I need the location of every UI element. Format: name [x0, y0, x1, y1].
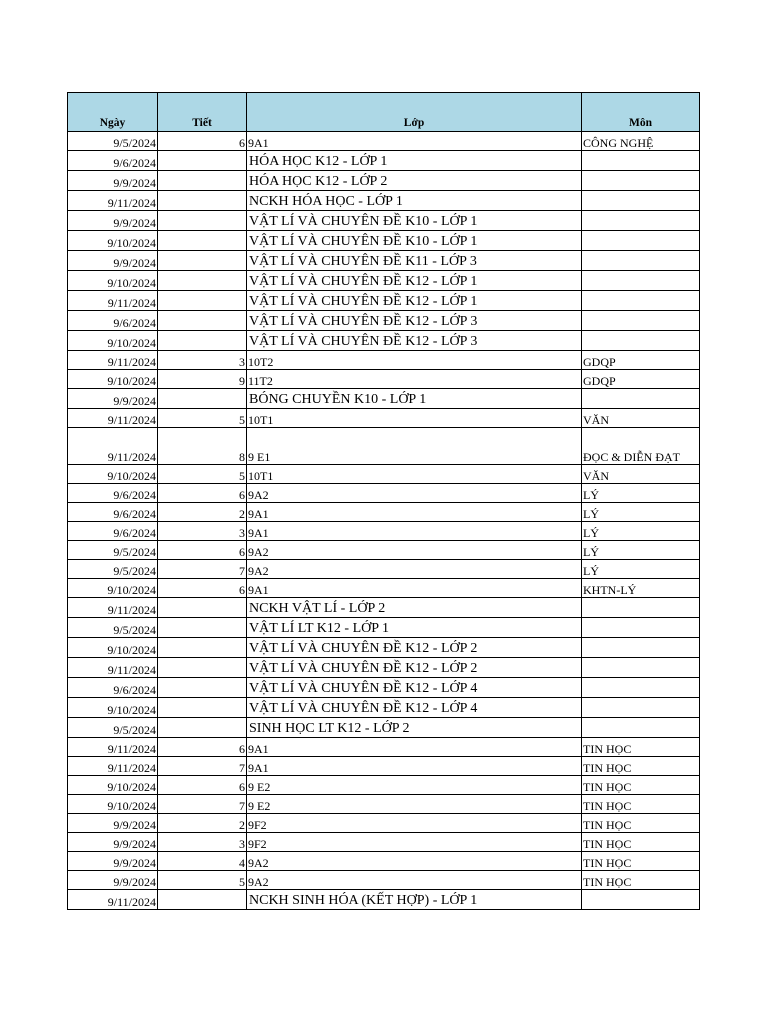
table-row — [68, 776, 700, 795]
cell-date[interactable]: 9/9/2024 — [68, 871, 158, 890]
cell-class[interactable]: 9A2 — [247, 871, 582, 890]
cell-date[interactable]: 9/6/2024 — [68, 678, 158, 698]
cell-period[interactable]: 6 — [158, 541, 247, 560]
cell-class[interactable]: 9 E1 — [247, 428, 582, 465]
cell-date[interactable]: 9/11/2024 — [68, 291, 158, 311]
cell-subject[interactable]: TIN HỌC — [582, 852, 700, 871]
table-row — [68, 541, 700, 560]
cell-class[interactable]: NCKH VẬT LÍ - LỚP 2 — [247, 598, 582, 618]
cell-class[interactable]: 9A2 — [247, 541, 582, 560]
cell-period[interactable]: 6 — [158, 776, 247, 795]
cell-period[interactable]: 5 — [158, 465, 247, 484]
cell-class[interactable]: 9A1 — [247, 132, 582, 151]
cell-date[interactable]: 9/11/2024 — [68, 658, 158, 678]
cell-class[interactable]: VẬT LÍ VÀ CHUYÊN ĐỀ K10 - LỚP 1 — [247, 211, 582, 231]
cell-subject[interactable]: KHTN-LÝ — [582, 579, 700, 598]
header-date: Ngày — [68, 93, 158, 132]
cell-subject[interactable]: LÝ — [582, 541, 700, 560]
cell-period[interactable] — [158, 271, 247, 291]
cell-subject[interactable] — [582, 678, 700, 698]
cell-period[interactable]: 7 — [158, 795, 247, 814]
cell-subject[interactable]: TIN HỌC — [582, 757, 700, 776]
header-row — [68, 93, 700, 132]
cell-class[interactable]: NCKH SINH HÓA (KẾT HỢP) - LỚP 1 — [247, 890, 582, 910]
cell-period[interactable] — [158, 890, 247, 910]
cell-class[interactable]: VẬT LÍ VÀ CHUYÊN ĐỀ K12 - LỚP 3 — [247, 331, 582, 351]
cell-class[interactable]: VẬT LÍ VÀ CHUYÊN ĐỀ K12 - LỚP 4 — [247, 678, 582, 698]
table-row — [68, 484, 700, 503]
cell-subject[interactable]: TIN HỌC — [582, 814, 700, 833]
cell-date[interactable]: 9/9/2024 — [68, 171, 158, 191]
cell-date[interactable]: 9/9/2024 — [68, 251, 158, 271]
cell-subject[interactable] — [582, 598, 700, 618]
cell-date[interactable]: 9/9/2024 — [68, 211, 158, 231]
cell-subject[interactable] — [582, 271, 700, 291]
cell-subject[interactable] — [582, 191, 700, 211]
cell-date[interactable]: 9/10/2024 — [68, 465, 158, 484]
table-body — [68, 132, 700, 910]
cell-subject[interactable] — [582, 890, 700, 910]
cell-subject[interactable]: LÝ — [582, 484, 700, 503]
cell-date[interactable]: 9/9/2024 — [68, 833, 158, 852]
cell-class[interactable]: 11T2 — [247, 370, 582, 389]
table-row — [68, 151, 700, 171]
schedule-sheet — [67, 92, 699, 910]
cell-subject[interactable]: TIN HỌC — [582, 776, 700, 795]
cell-date[interactable]: 9/6/2024 — [68, 522, 158, 541]
cell-subject[interactable] — [582, 231, 700, 251]
cell-period[interactable] — [158, 658, 247, 678]
cell-subject[interactable]: TIN HỌC — [582, 738, 700, 757]
cell-class[interactable]: VẬT LÍ VÀ CHUYÊN ĐỀ K12 - LỚP 2 — [247, 638, 582, 658]
cell-subject[interactable]: VĂN — [582, 465, 700, 484]
cell-period[interactable] — [158, 251, 247, 271]
cell-subject[interactable] — [582, 171, 700, 191]
cell-subject[interactable]: LÝ — [582, 560, 700, 579]
cell-subject[interactable] — [582, 618, 700, 638]
cell-date[interactable]: 9/11/2024 — [68, 191, 158, 211]
cell-date[interactable]: 9/5/2024 — [68, 541, 158, 560]
cell-class[interactable]: SINH HỌC LT K12 - LỚP 2 — [247, 718, 582, 738]
cell-period[interactable] — [158, 598, 247, 618]
cell-period[interactable]: 8 — [158, 428, 247, 465]
cell-class[interactable]: VẬT LÍ VÀ CHUYÊN ĐỀ K11 - LỚP 3 — [247, 251, 582, 271]
table-row — [68, 579, 700, 598]
cell-date[interactable]: 9/10/2024 — [68, 579, 158, 598]
cell-class[interactable]: BÓNG CHUYỀN K10 - LỚP 1 — [247, 389, 582, 409]
cell-date[interactable]: 9/11/2024 — [68, 738, 158, 757]
cell-class[interactable]: VẬT LÍ LT K12 - LỚP 1 — [247, 618, 582, 638]
cell-class[interactable]: 9A1 — [247, 738, 582, 757]
cell-period[interactable]: 6 — [158, 132, 247, 151]
cell-period[interactable]: 3 — [158, 351, 247, 370]
cell-period[interactable] — [158, 291, 247, 311]
cell-class[interactable]: 9 E2 — [247, 776, 582, 795]
cell-date[interactable]: 9/10/2024 — [68, 331, 158, 351]
cell-class[interactable]: 10T1 — [247, 409, 582, 428]
cell-subject[interactable]: LÝ — [582, 503, 700, 522]
cell-date[interactable]: 9/5/2024 — [68, 132, 158, 151]
table-row — [68, 738, 700, 757]
cell-period[interactable] — [158, 211, 247, 231]
cell-period[interactable] — [158, 638, 247, 658]
table-row — [68, 465, 700, 484]
table-row — [68, 618, 700, 638]
cell-date[interactable]: 9/10/2024 — [68, 698, 158, 718]
cell-period[interactable]: 4 — [158, 852, 247, 871]
cell-period[interactable]: 7 — [158, 757, 247, 776]
cell-period[interactable]: 3 — [158, 833, 247, 852]
cell-period[interactable]: 6 — [158, 738, 247, 757]
cell-period[interactable] — [158, 718, 247, 738]
cell-period[interactable]: 3 — [158, 522, 247, 541]
table-row — [68, 833, 700, 852]
cell-date[interactable]: 9/10/2024 — [68, 231, 158, 251]
cell-period[interactable] — [158, 618, 247, 638]
table-row — [68, 503, 700, 522]
cell-subject[interactable]: GDQP — [582, 370, 700, 389]
cell-date[interactable]: 9/9/2024 — [68, 814, 158, 833]
table-row — [68, 795, 700, 814]
cell-period[interactable]: 5 — [158, 409, 247, 428]
cell-date[interactable]: 9/11/2024 — [68, 598, 158, 618]
cell-date[interactable]: 9/10/2024 — [68, 370, 158, 389]
cell-subject[interactable]: CÔNG NGHỆ — [582, 132, 700, 151]
cell-class[interactable]: 10T1 — [247, 465, 582, 484]
cell-class[interactable]: 9A2 — [247, 852, 582, 871]
cell-subject[interactable] — [582, 698, 700, 718]
header-subject: Môn — [582, 93, 700, 132]
table-row — [68, 718, 700, 738]
cell-class[interactable]: VẬT LÍ VÀ CHUYÊN ĐỀ K12 - LỚP 1 — [247, 271, 582, 291]
cell-subject[interactable]: TIN HỌC — [582, 871, 700, 890]
cell-subject[interactable] — [582, 311, 700, 331]
cell-date[interactable]: 9/10/2024 — [68, 776, 158, 795]
table-row — [68, 852, 700, 871]
cell-period[interactable]: 5 — [158, 871, 247, 890]
table-row — [68, 638, 700, 658]
cell-period[interactable] — [158, 151, 247, 171]
cell-date[interactable]: 9/6/2024 — [68, 311, 158, 331]
table-row — [68, 211, 700, 231]
cell-period[interactable] — [158, 171, 247, 191]
table-row — [68, 522, 700, 541]
cell-subject[interactable]: LÝ — [582, 522, 700, 541]
cell-subject[interactable] — [582, 291, 700, 311]
cell-class[interactable]: VẬT LÍ VÀ CHUYÊN ĐỀ K12 - LỚP 1 — [247, 291, 582, 311]
cell-date[interactable]: 9/6/2024 — [68, 151, 158, 171]
schedule-table — [67, 92, 700, 910]
cell-class[interactable]: HÓA HỌC K12 - LỚP 2 — [247, 171, 582, 191]
cell-period[interactable]: 7 — [158, 560, 247, 579]
cell-date[interactable]: 9/6/2024 — [68, 503, 158, 522]
cell-class[interactable]: 9A2 — [247, 484, 582, 503]
cell-class[interactable]: 9F2 — [247, 833, 582, 852]
table-row — [68, 409, 700, 428]
cell-period[interactable] — [158, 389, 247, 409]
cell-class[interactable]: 9A1 — [247, 503, 582, 522]
cell-class[interactable]: 9F2 — [247, 814, 582, 833]
cell-date[interactable]: 9/10/2024 — [68, 638, 158, 658]
cell-subject[interactable] — [582, 718, 700, 738]
cell-date[interactable]: 9/11/2024 — [68, 890, 158, 910]
cell-subject[interactable]: TIN HỌC — [582, 795, 700, 814]
table-row — [68, 598, 700, 618]
cell-period[interactable]: 6 — [158, 579, 247, 598]
cell-class[interactable]: 9A1 — [247, 579, 582, 598]
table-row — [68, 658, 700, 678]
table-row — [68, 757, 700, 776]
table-row — [68, 370, 700, 389]
cell-subject[interactable] — [582, 658, 700, 678]
cell-subject[interactable] — [582, 211, 700, 231]
table-row — [68, 311, 700, 331]
cell-subject[interactable]: VĂN — [582, 409, 700, 428]
cell-period[interactable] — [158, 191, 247, 211]
table-row — [68, 678, 700, 698]
cell-date[interactable]: 9/11/2024 — [68, 351, 158, 370]
cell-class[interactable]: 9A1 — [247, 757, 582, 776]
table-row — [68, 251, 700, 271]
cell-period[interactable] — [158, 331, 247, 351]
cell-subject[interactable] — [582, 638, 700, 658]
cell-class[interactable]: VẬT LÍ VÀ CHUYÊN ĐỀ K10 - LỚP 1 — [247, 231, 582, 251]
cell-class[interactable]: VẬT LÍ VÀ CHUYÊN ĐỀ K12 - LỚP 2 — [247, 658, 582, 678]
table-row — [68, 890, 700, 910]
table-row — [68, 389, 700, 409]
cell-date[interactable]: 9/5/2024 — [68, 618, 158, 638]
cell-date[interactable]: 9/6/2024 — [68, 484, 158, 503]
cell-period[interactable]: 2 — [158, 814, 247, 833]
cell-period[interactable] — [158, 678, 247, 698]
cell-period[interactable]: 9 — [158, 370, 247, 389]
header-class: Lớp — [247, 93, 582, 132]
cell-subject[interactable] — [582, 151, 700, 171]
table-row — [68, 428, 700, 465]
cell-class[interactable]: 9A1 — [247, 522, 582, 541]
cell-period[interactable] — [158, 698, 247, 718]
table-row — [68, 271, 700, 291]
cell-period[interactable] — [158, 231, 247, 251]
cell-date[interactable]: 9/5/2024 — [68, 560, 158, 579]
header-period: Tiết — [158, 93, 247, 132]
table-row — [68, 191, 700, 211]
cell-period[interactable]: 6 — [158, 484, 247, 503]
table-row — [68, 698, 700, 718]
cell-subject[interactable] — [582, 251, 700, 271]
table-row — [68, 132, 700, 151]
cell-class[interactable]: 9 E2 — [247, 795, 582, 814]
cell-subject[interactable] — [582, 331, 700, 351]
table-row — [68, 231, 700, 251]
cell-class[interactable]: HÓA HỌC K12 - LỚP 1 — [247, 151, 582, 171]
cell-date[interactable]: 9/9/2024 — [68, 389, 158, 409]
cell-class[interactable]: VẬT LÍ VÀ CHUYÊN ĐỀ K12 - LỚP 3 — [247, 311, 582, 331]
cell-date[interactable]: 9/9/2024 — [68, 852, 158, 871]
cell-date[interactable]: 9/10/2024 — [68, 795, 158, 814]
cell-subject[interactable]: ĐỌC & DIỄN ĐẠT — [582, 428, 700, 465]
table-row — [68, 871, 700, 890]
table-row — [68, 814, 700, 833]
table-row — [68, 291, 700, 311]
cell-class[interactable]: 10T2 — [247, 351, 582, 370]
cell-date[interactable]: 9/11/2024 — [68, 757, 158, 776]
cell-period[interactable] — [158, 311, 247, 331]
cell-period[interactable]: 2 — [158, 503, 247, 522]
cell-date[interactable]: 9/11/2024 — [68, 409, 158, 428]
table-row — [68, 171, 700, 191]
cell-date[interactable]: 9/11/2024 — [68, 428, 158, 465]
cell-subject[interactable]: GDQP — [582, 351, 700, 370]
cell-subject[interactable] — [582, 389, 700, 409]
cell-subject[interactable]: TIN HỌC — [582, 833, 700, 852]
cell-class[interactable]: VẬT LÍ VÀ CHUYÊN ĐỀ K12 - LỚP 4 — [247, 698, 582, 718]
table-row — [68, 331, 700, 351]
cell-class[interactable]: 9A2 — [247, 560, 582, 579]
cell-date[interactable]: 9/10/2024 — [68, 271, 158, 291]
cell-class[interactable]: NCKH HÓA HỌC - LỚP 1 — [247, 191, 582, 211]
table-row — [68, 351, 700, 370]
table-row — [68, 560, 700, 579]
cell-date[interactable]: 9/5/2024 — [68, 718, 158, 738]
